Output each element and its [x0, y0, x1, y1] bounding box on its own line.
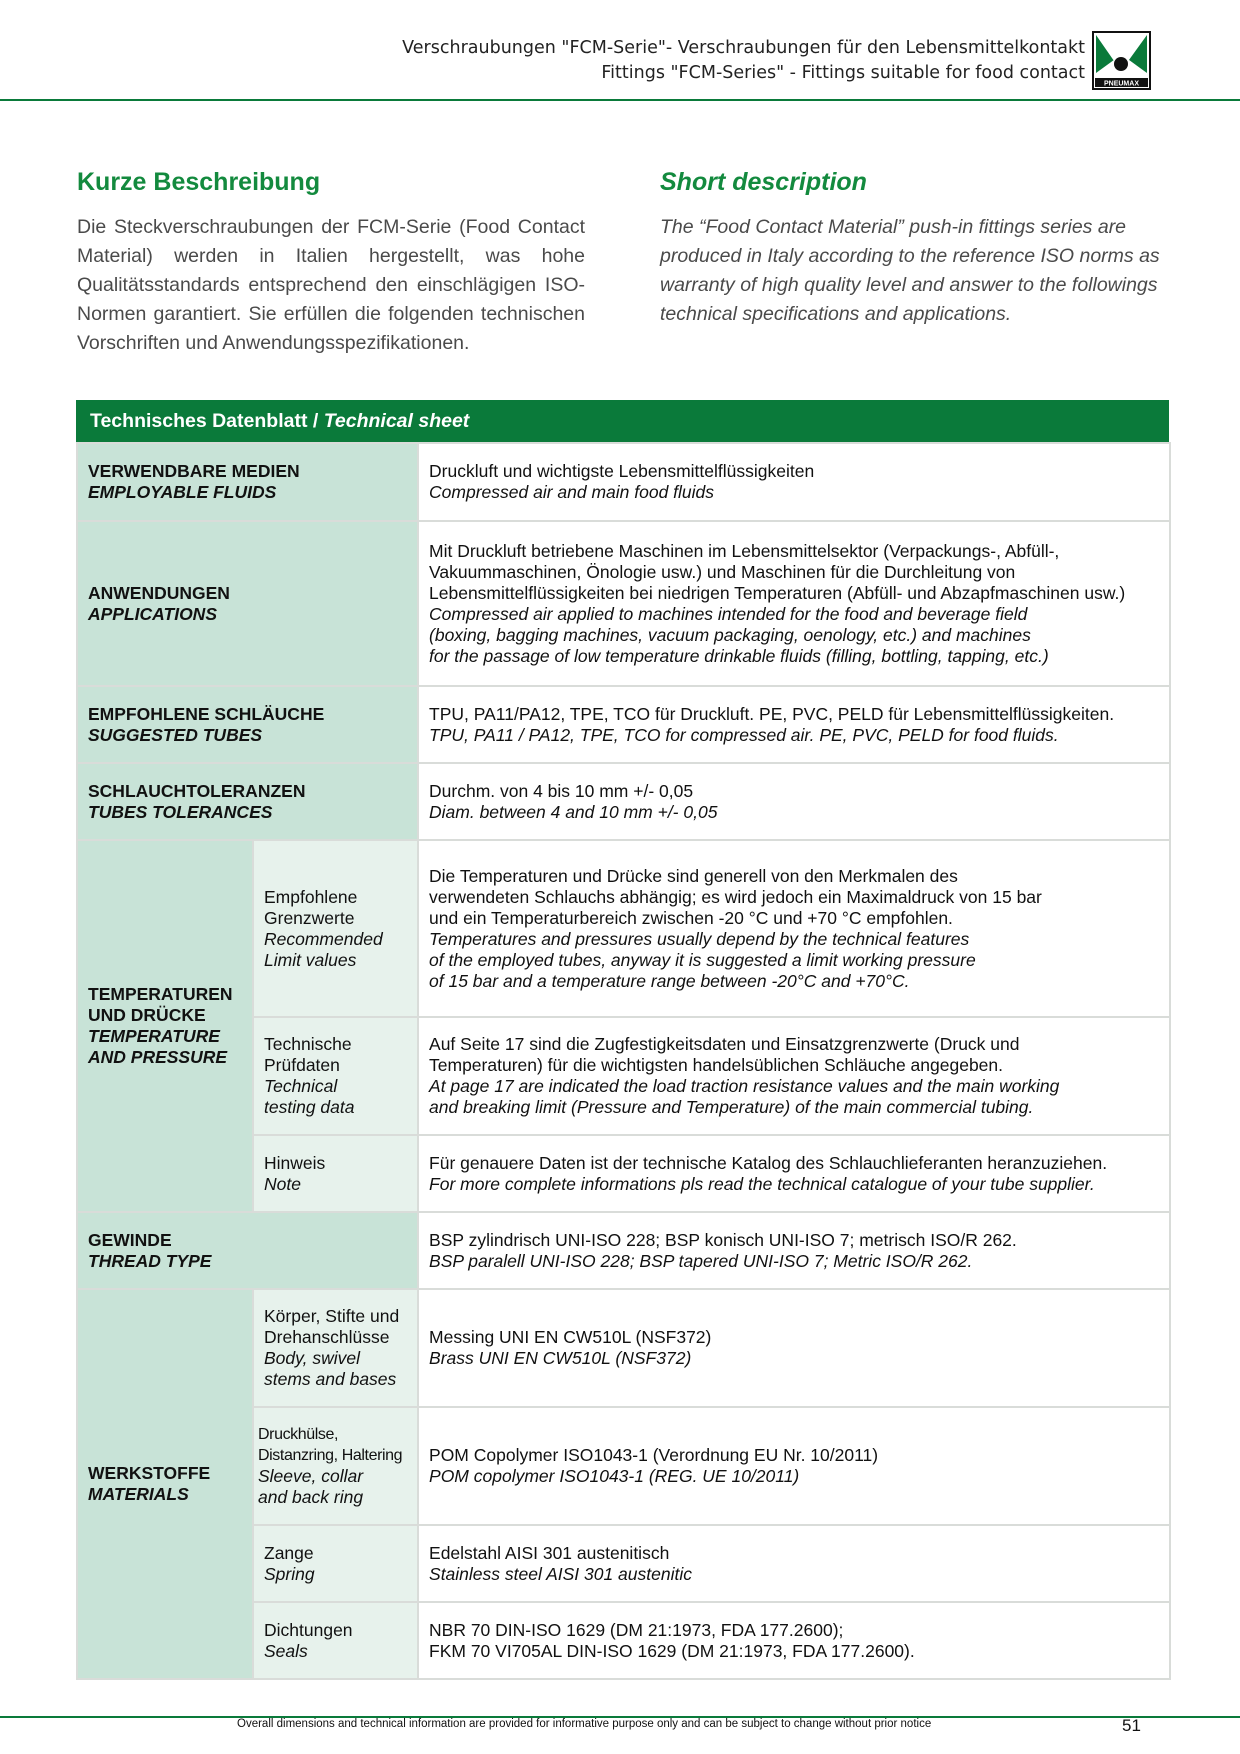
table-row-tubes	[77, 686, 1170, 763]
row-key	[77, 1289, 253, 1679]
page-number: 51	[1122, 1716, 1141, 1735]
table-row-applications	[77, 521, 1170, 686]
row-value	[418, 443, 1170, 521]
value-en: Compressed air and main food fluids	[429, 482, 715, 502]
value-en: BSP paralell UNI-ISO 228; BSP tapered UNI-ISO 7; Metric ISO/R 262.	[429, 1250, 973, 1271]
key-en: MATERIALS	[88, 1484, 189, 1504]
value-de: Mit Druckluft betriebene Maschinen im Lebensmittelsektor (Verpackungs-, Abfüll-,	[429, 540, 1060, 561]
subkey-en: Note	[264, 1173, 301, 1194]
row-value	[418, 1017, 1170, 1135]
key-de: EMPFOHLENE SCHLÄUCHE	[88, 703, 325, 724]
subkey-de: Druckhülse,	[258, 1426, 339, 1443]
row-value	[418, 1407, 1170, 1525]
table-title-en: Technical sheet	[323, 410, 470, 432]
subkey-en: Sleeve, collar	[258, 1466, 364, 1486]
value-de: und ein Temperaturbereich zwischen -20 °C und +70 °C empfohlen.	[429, 907, 953, 928]
key-en: TUBES TOLERANCES	[88, 801, 273, 822]
value-en: At page 17 are indicated the load traction resistance values and the main working	[429, 1076, 1060, 1096]
subkey-en: Seals	[264, 1640, 308, 1661]
description-en	[660, 168, 1168, 329]
key-en: EMPLOYABLE FLUIDS	[88, 482, 277, 502]
description-text-de: Die Steckverschraubungen der FCM-Serie (Food Contact Material) werden in Italien hergestellt, was hohe Qualitätsstandards entsprechend den einschlägigen ISO-Normen garantiert. Sie erfüllen die folgenden technischen Vorschriften und Anwendungsspezifikationen.	[77, 216, 585, 354]
key-de: SCHLAUCHTOLERANZEN	[88, 780, 306, 801]
key-de: WERKSTOFFE	[88, 1463, 211, 1483]
page-header	[0, 0, 1240, 100]
table-row-fluids	[77, 443, 1170, 521]
subkey-de: Empfohlene	[264, 886, 358, 907]
header-title-en: Fittings "FCM-Series" - Fittings suitable for food contact	[601, 63, 1085, 83]
table-row-temperature-limits	[77, 840, 1170, 1017]
value-en: Diam. between 4 and 10 mm +/- 0,05	[429, 801, 718, 822]
table-row-thread	[77, 1212, 1170, 1289]
row-value	[418, 840, 1170, 1017]
row-key	[77, 521, 418, 686]
value-de: Durchm. von 4 bis 10 mm +/- 0,05	[429, 780, 694, 801]
row-value	[418, 1289, 1170, 1407]
table-row-materials-body	[77, 1289, 1170, 1407]
subkey-de: Dichtungen	[264, 1619, 353, 1640]
subkey-en: Limit values	[264, 949, 357, 970]
subkey-de: Drehanschlüsse	[264, 1327, 390, 1347]
row-key	[77, 1212, 418, 1289]
value-en: and breaking limit (Pressure and Temperature) of the main commercial tubing.	[429, 1097, 1034, 1117]
value-en: of the employed tubes, anyway it is suggested a limit working pressure	[429, 949, 976, 970]
value-de: Messing UNI EN CW510L (NSF372)	[429, 1327, 712, 1347]
row-value	[418, 1135, 1170, 1212]
value-de: Lebensmittelflüssigkeiten bei niedrigen Temperaturen (Abfüll- und Abzapfmaschinen usw.)	[429, 582, 1126, 603]
subkey-de: Grenzwerte	[264, 907, 355, 928]
key-de: GEWINDE	[88, 1229, 172, 1250]
value-de: Für genauere Daten ist der technische Katalog des Schlauchlieferanten heranzuziehen.	[429, 1152, 1108, 1173]
table-title	[76, 400, 1169, 442]
value-de: Temperaturen) für die wichtigsten handelsüblichen Schläuche angegeben.	[429, 1055, 1004, 1075]
row-subkey	[253, 1407, 418, 1525]
table-title-de: Technisches Datenblatt /	[90, 410, 324, 432]
row-key	[77, 840, 253, 1212]
subkey-en: stems and bases	[264, 1369, 397, 1389]
key-en: TEMPERATURE	[88, 1026, 220, 1046]
subkey-de: Distanzring, Haltering	[258, 1447, 403, 1464]
value-en: Compressed air applied to machines intended for the food and beverage field	[429, 603, 1028, 624]
subkey-en: Body, swivel	[264, 1348, 360, 1368]
key-en: THREAD TYPE	[88, 1250, 212, 1271]
value-de: BSP zylindrisch UNI-ISO 228; BSP konisch UNI-ISO 7; metrisch ISO/R 262.	[429, 1229, 1017, 1250]
row-value	[418, 763, 1170, 840]
row-subkey	[253, 1017, 418, 1135]
subkey-de: Technische	[264, 1034, 352, 1054]
logo-text: PNEUMAX	[1103, 80, 1140, 88]
subkey-en: Spring	[264, 1563, 315, 1584]
row-value	[418, 521, 1170, 686]
value-en: Stainless steel AISI 301 austenitic	[429, 1563, 692, 1584]
value-en: for the passage of low temperature drinkable fluids (filling, bottling, tapping, etc.)	[429, 645, 1049, 666]
value-de: Auf Seite 17 sind die Zugfestigkeitsdaten und Einsatzgrenzwerte (Druck und	[429, 1034, 1020, 1054]
subkey-en: Recommended	[264, 928, 383, 949]
row-subkey	[253, 1525, 418, 1602]
value-en: (boxing, bagging machines, vacuum packaging, oenology, etc.) and machines	[429, 624, 1031, 645]
row-subkey	[253, 1289, 418, 1407]
row-value	[418, 1602, 1170, 1679]
subkey-de: Zange	[264, 1542, 314, 1563]
row-key	[77, 686, 418, 763]
row-key	[77, 443, 418, 521]
key-de: VERWENDBARE MEDIEN	[88, 461, 300, 481]
value-de: TPU, PA11/PA12, TPE, TCO für Druckluft. PE, PVC, PELD für Lebensmittelflüssigkeiten.	[429, 703, 1115, 724]
pneumax-logo	[1092, 31, 1151, 90]
value-line: FKM 70 VI705AL DIN-ISO 1629 (DM 21:1973, FDA 177.2600).	[429, 1640, 915, 1661]
subkey-en: and back ring	[258, 1487, 364, 1507]
row-subkey	[253, 1602, 418, 1679]
key-en: APPLICATIONS	[88, 603, 217, 624]
value-en: Brass UNI EN CW510L (NSF372)	[429, 1348, 692, 1368]
header-title	[402, 36, 1085, 86]
value-line: NBR 70 DIN-ISO 1629 (DM 21:1973, FDA 177.2600);	[429, 1619, 844, 1640]
header-divider	[0, 99, 1240, 101]
value-de: Druckluft und wichtigste Lebensmittelflüssigkeiten	[429, 461, 815, 481]
row-value	[418, 1212, 1170, 1289]
key-de: ANWENDUNGEN	[88, 582, 230, 603]
value-en: POM copolymer ISO1043-1 (REG. UE 10/2011)	[429, 1466, 800, 1486]
footer-disclaimer: Overall dimensions and technical information are provided for informative purpose only and can be subject to change without prior notice	[237, 1718, 932, 1730]
key-en: AND PRESSURE	[88, 1047, 228, 1067]
subkey-de: Körper, Stifte und	[264, 1306, 400, 1326]
value-en: Temperatures and pressures usually depend by the technical features	[429, 928, 970, 949]
value-en: of 15 bar and a temperature range between -20°C and +70°C.	[429, 970, 910, 991]
value-de: Vakuummaschinen, Önologie usw.) und Maschinen für die Durchleitung von	[429, 561, 1016, 582]
description-title-de: Kurze Beschreibung	[77, 168, 321, 196]
technical-sheet-table	[76, 400, 1169, 1680]
value-de: Die Temperaturen und Drücke sind generell von den Merkmalen des	[429, 865, 958, 886]
value-en: For more complete informations pls read the technical catalogue of your tube supplier.	[429, 1173, 1095, 1194]
key-en: SUGGESTED TUBES	[88, 724, 263, 745]
subkey-de: Prüfdaten	[264, 1055, 340, 1075]
row-subkey	[253, 840, 418, 1017]
header-title-de: Verschraubungen "FCM-Serie"- Verschraubungen für den Lebensmittelkontakt	[402, 38, 1085, 58]
key-de: UND DRÜCKE	[88, 1005, 206, 1025]
value-de: POM Copolymer ISO1043-1 (Verordnung EU Nr. 10/2011)	[429, 1445, 879, 1465]
value-de: Edelstahl AISI 301 austenitisch	[429, 1542, 670, 1563]
value-de: verwendeten Schlauchs abhängig; es wird jedoch ein Maximaldruck von 15 bar	[429, 886, 1042, 907]
subkey-en: Technical	[264, 1076, 338, 1096]
description-de	[77, 168, 585, 358]
table-row-tolerances	[77, 763, 1170, 840]
description-title-en: Short description	[660, 168, 867, 196]
key-de: TEMPERATUREN	[88, 984, 233, 1004]
value-en: TPU, PA11 / PA12, TPE, TCO for compressed air. PE, PVC, PELD for food fluids.	[429, 724, 1059, 745]
description-text-en: The “Food Contact Material” push-in fittings series are produced in Italy according to the reference ISO norms as warranty of high quality level and answer to the followings technical specifications and applications.	[660, 216, 1160, 325]
subkey-en: testing data	[264, 1097, 355, 1117]
row-key	[77, 763, 418, 840]
row-value	[418, 1525, 1170, 1602]
row-value	[418, 686, 1170, 763]
row-subkey	[253, 1135, 418, 1212]
subkey-de: Hinweis	[264, 1152, 326, 1173]
